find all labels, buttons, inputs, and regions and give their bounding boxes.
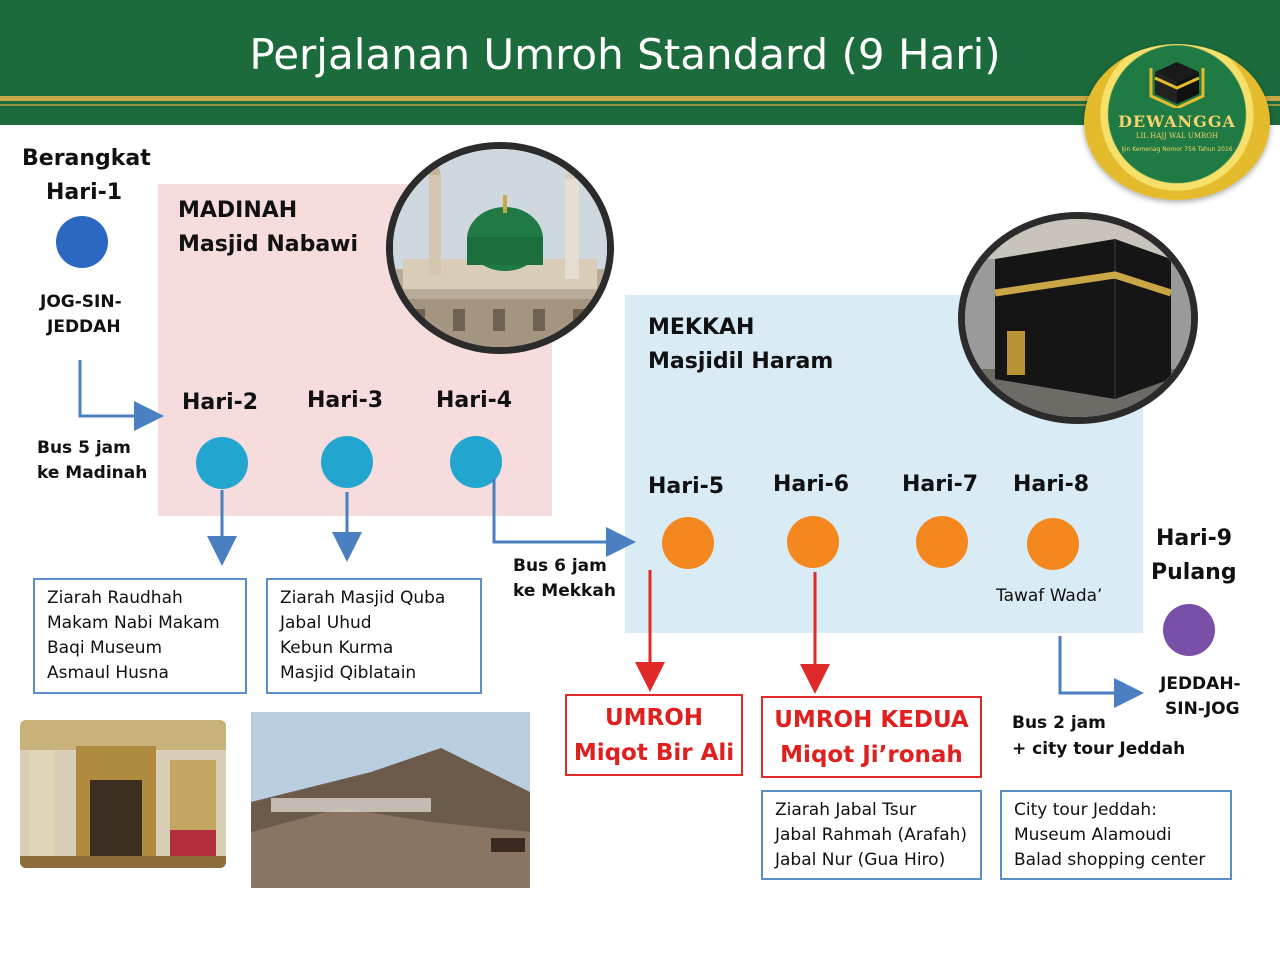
activity-item: Masjid Qiblatain: [280, 663, 417, 683]
mekkah-mosque-label: Masjidil Haram: [648, 349, 834, 374]
day9-route-line2: SIN-JOG: [1165, 699, 1240, 719]
arrow-madinah-to-mekkah: [494, 478, 630, 542]
day9-route-line1: JEDDAH-: [1160, 674, 1241, 694]
transfer1-line1: Bus 5 jam: [37, 438, 131, 458]
madinah-city-label: MADINAH: [178, 198, 298, 223]
day9-label-pulang: Pulang: [1151, 560, 1237, 585]
umroh1-line2: Miqot Bir Ali: [573, 740, 735, 766]
logo-license: Ijin Kemenag Nomor 756 Tahun 2016: [1121, 146, 1233, 153]
day9-label-hari: Hari-9: [1156, 526, 1233, 551]
activity-item: Baqi Museum: [47, 638, 163, 658]
transfer3-line2: + city tour Jeddah: [1012, 739, 1186, 759]
tawaf-label: Tawaf Wada’: [996, 586, 1103, 606]
madinah-day-label: Hari-4: [436, 388, 513, 413]
logo-subtitle: LIL HAJJ WAL UMROH: [1135, 132, 1219, 140]
day1-route-line1: JOG-SIN-: [40, 292, 122, 312]
arrow-day1-to-madinah: [80, 360, 158, 416]
arrow-mekkah-to-jeddah: [1060, 636, 1138, 693]
page-title: Perjalanan Umroh Standard (9 Hari): [249, 30, 1001, 79]
activity-item: Jabal Uhud: [280, 613, 372, 633]
activity-item: Ziarah Jabal Tsur: [775, 800, 917, 820]
activity-item: Asmaul Husna: [47, 663, 169, 683]
activity-item: Ziarah Raudhah: [47, 588, 183, 608]
mekkah-day-label: Hari-6: [773, 472, 850, 497]
day1-label-hari: Hari-1: [46, 180, 123, 205]
activity-item: Kebun Kurma: [280, 638, 394, 658]
madinah-mosque-label: Masjid Nabawi: [178, 232, 359, 257]
transfer2-line1: Bus 6 jam: [513, 556, 607, 576]
mekkah-day-label: Hari-8: [1013, 472, 1090, 497]
activity-item: Balad shopping center: [1014, 850, 1206, 870]
transfer3-line1: Bus 2 jam: [1012, 713, 1106, 733]
activity-item: Makam Nabi Makam: [47, 613, 220, 633]
mekkah-day-label: Hari-7: [902, 472, 979, 497]
madinah-day-label: Hari-2: [182, 390, 259, 415]
activity-item: Jabal Nur (Gua Hiro): [775, 850, 946, 870]
activity-item: Ziarah Masjid Quba: [280, 588, 446, 608]
umroh2-line2: Miqot Ji’ronah: [780, 742, 963, 768]
day1-label-berangkat: Berangkat: [22, 146, 151, 171]
logo-name: DEWANGGA: [1118, 112, 1236, 131]
mekkah-city-label: MEKKAH: [648, 315, 755, 340]
madinah-day-label: Hari-3: [307, 388, 384, 413]
day1-route-line2: JEDDAH: [47, 317, 121, 337]
umroh2-line1: UMROH KEDUA: [774, 707, 969, 733]
umroh1-line1: UMROH: [604, 705, 704, 731]
transfer2-line2: ke Mekkah: [513, 581, 616, 601]
mekkah-day-label: Hari-5: [648, 474, 725, 499]
activity-item: Museum Alamoudi: [1014, 825, 1172, 845]
transfer1-line2: ke Madinah: [37, 463, 148, 483]
activity-item: Jabal Rahmah (Arafah): [775, 825, 968, 845]
activity-item: City tour Jeddah:: [1014, 800, 1157, 820]
